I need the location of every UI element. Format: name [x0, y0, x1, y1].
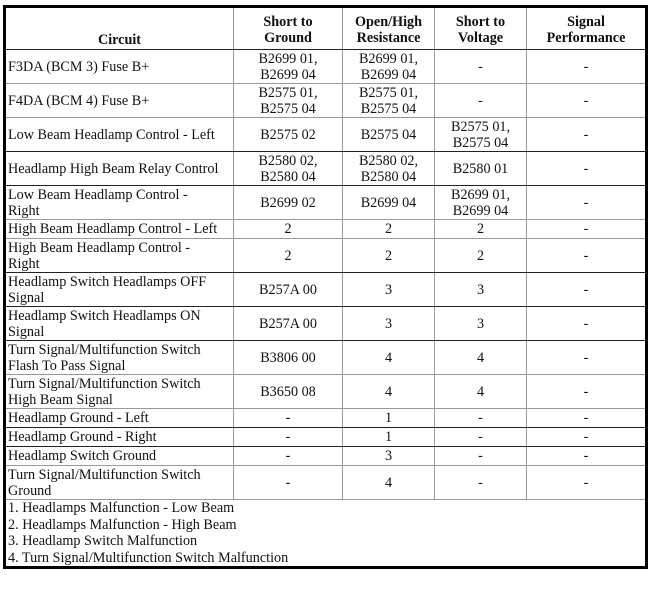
cell-text: 3: [476, 315, 485, 332]
circuit-cell: [5, 273, 234, 307]
cell-text: -: [285, 429, 291, 445]
footnote-2: 2. Headlamps Malfunction - High Beam: [8, 516, 237, 533]
short-to-ground-cell: [234, 375, 343, 409]
header-signal-performance: Signal Performance: [527, 7, 647, 50]
cell-text: 4: [384, 474, 393, 491]
cell-text: Ground: [8, 482, 52, 499]
open-high-resistance-cell: [343, 50, 435, 84]
table-row: [5, 409, 647, 428]
circuit-cell: [5, 220, 234, 239]
short-to-ground-cell: [234, 273, 343, 307]
table-body: [5, 50, 647, 500]
circuit-cell: [5, 341, 234, 375]
cell-text: B2699 04: [260, 66, 316, 83]
circuit-cell: [5, 409, 234, 428]
cell-text: B2580 02,: [358, 152, 419, 169]
cell-text: -: [583, 58, 589, 75]
short-to-ground-cell: [234, 307, 343, 341]
cell-text: -: [285, 448, 291, 464]
footnote-row: [5, 500, 647, 568]
table-row: [5, 466, 647, 500]
cell-text: -: [478, 429, 483, 445]
circuit-cell: [5, 447, 234, 466]
cell-text: -: [583, 383, 589, 400]
cell-text: 3: [384, 315, 393, 332]
short-to-ground-cell: [234, 84, 343, 118]
cell-text: -: [478, 410, 483, 426]
signal-performance-cell: [527, 466, 647, 500]
table-row: [5, 118, 647, 152]
short-to-voltage-cell: [435, 239, 527, 273]
cell-text: High Beam Headlamp Control - Left: [8, 221, 218, 237]
circuit-cell: [5, 186, 234, 220]
cell-text: Flash To Pass Signal: [8, 357, 126, 374]
short-to-voltage-cell: [435, 50, 527, 84]
cell-text: -: [583, 429, 589, 445]
cell-text: B2575 02: [260, 126, 316, 143]
cell-text: -: [583, 315, 589, 332]
signal-performance-cell: [527, 447, 647, 466]
cell-text: B2575 04: [452, 134, 509, 151]
cell-text: B257A 00: [259, 315, 317, 332]
header-circuit: Circuit: [5, 7, 234, 50]
short-to-ground-cell: [234, 341, 343, 375]
cell-text: 4: [384, 349, 393, 366]
short-to-voltage-cell: [435, 341, 527, 375]
cell-text: B3650 08: [260, 383, 316, 400]
cell-text: B2699 04: [360, 66, 417, 83]
open-high-resistance-cell: [343, 428, 435, 447]
cell-text: -: [478, 448, 483, 464]
cell-text: Signal: [8, 323, 45, 340]
cell-text: B2699 04: [360, 194, 417, 211]
cell-text: B2580 04: [360, 168, 417, 185]
cell-text: -: [478, 474, 483, 491]
table-row: [5, 186, 647, 220]
footnotes: [5, 500, 647, 568]
table-row: [5, 220, 647, 239]
header-short-to-voltage: Short to Voltage: [435, 7, 527, 50]
cell-text: Low Beam Headlamp Control - Left: [8, 126, 215, 143]
cell-text: B2699 01,: [358, 50, 419, 67]
cell-text: B2699 04: [452, 202, 509, 219]
cell-text: 2: [476, 221, 485, 237]
open-high-resistance-cell: [343, 375, 435, 409]
short-to-voltage-cell: [435, 118, 527, 152]
cell-text: -: [285, 474, 291, 491]
circuit-cell: [5, 152, 234, 186]
signal-performance-cell: [527, 118, 647, 152]
cell-text: -: [583, 247, 589, 264]
short-to-ground-cell: [234, 152, 343, 186]
cell-text: -: [583, 474, 589, 491]
cell-text: B2575 01,: [450, 118, 511, 135]
footnote-1: 1. Headlamps Malfunction - Low Beam: [8, 500, 235, 516]
cell-text: F3DA (BCM 3) Fuse B+: [8, 58, 150, 75]
short-to-ground-cell: [234, 239, 343, 273]
cell-text: Signal: [8, 289, 45, 306]
open-high-resistance-cell: [343, 409, 435, 428]
header-open-high-resistance: Open/High Resistance: [343, 7, 435, 50]
open-high-resistance-cell: [343, 152, 435, 186]
circuit-table-container: [3, 5, 645, 569]
cell-text: B2699 01,: [450, 186, 511, 203]
signal-performance-cell: [527, 152, 647, 186]
open-high-resistance-cell: [343, 186, 435, 220]
cell-text: F4DA (BCM 4) Fuse B+: [8, 92, 150, 109]
circuit-cell: [5, 118, 234, 152]
signal-performance-cell: [527, 428, 647, 447]
short-to-voltage-cell: [435, 375, 527, 409]
short-to-voltage-cell: [435, 409, 527, 428]
cell-text: 2: [284, 247, 292, 264]
short-to-ground-cell: [234, 118, 343, 152]
table-row: [5, 341, 647, 375]
cell-text: B2580 02,: [258, 152, 318, 169]
cell-text: High Beam Signal: [8, 391, 113, 408]
short-to-ground-cell: [234, 186, 343, 220]
signal-performance-cell: [527, 341, 647, 375]
short-to-ground-cell: [234, 220, 343, 239]
open-high-resistance-cell: [343, 341, 435, 375]
cell-text: Turn Signal/Multifunction Switch: [8, 375, 201, 392]
cell-text: B257A 00: [259, 281, 317, 298]
cell-text: 2: [284, 221, 292, 237]
short-to-ground-cell: [234, 428, 343, 447]
cell-text: -: [583, 160, 589, 177]
cell-text: Headlamp Switch Headlamps ON: [8, 307, 201, 324]
table-row: [5, 50, 647, 84]
table-row: [5, 273, 647, 307]
open-high-resistance-cell: [343, 118, 435, 152]
signal-performance-cell: [527, 307, 647, 341]
cell-text: 4: [476, 349, 485, 366]
short-to-ground-cell: [234, 409, 343, 428]
signal-performance-cell: [527, 220, 647, 239]
cell-text: 3: [384, 448, 393, 464]
cell-text: -: [583, 126, 589, 143]
cell-text: -: [285, 410, 291, 426]
short-to-voltage-cell: [435, 84, 527, 118]
signal-performance-cell: [527, 409, 647, 428]
open-high-resistance-cell: [343, 307, 435, 341]
header-short-to-ground: Short to Ground: [234, 7, 343, 50]
cell-text: Headlamp Ground - Right: [8, 429, 157, 445]
short-to-ground-cell: [234, 447, 343, 466]
cell-text: High Beam Headlamp Control -: [8, 239, 191, 256]
cell-text: -: [478, 58, 483, 75]
short-to-voltage-cell: [435, 152, 527, 186]
cell-text: Headlamp Switch Headlamps OFF: [8, 273, 207, 290]
circuit-cell: [5, 375, 234, 409]
table-row: [5, 428, 647, 447]
signal-performance-cell: [527, 239, 647, 273]
cell-text: B2580 01: [452, 160, 509, 177]
signal-performance-cell: [527, 375, 647, 409]
cell-text: Right: [8, 202, 40, 219]
short-to-voltage-cell: [435, 466, 527, 500]
cell-text: B2575 04: [260, 100, 316, 117]
circuit-diagnostic-table: [3, 5, 648, 569]
open-high-resistance-cell: [343, 84, 435, 118]
cell-text: 3: [384, 281, 393, 298]
open-high-resistance-cell: [343, 220, 435, 239]
cell-text: -: [478, 92, 483, 109]
open-high-resistance-cell: [343, 466, 435, 500]
cell-text: -: [583, 194, 589, 211]
cell-text: -: [583, 221, 589, 237]
cell-text: Headlamp Ground - Left: [8, 410, 149, 426]
table-row: [5, 239, 647, 273]
circuit-cell: [5, 428, 234, 447]
cell-text: 1: [384, 429, 393, 445]
cell-text: B2575 04: [360, 126, 417, 143]
cell-text: 1: [384, 410, 393, 426]
cell-text: 2: [384, 247, 393, 264]
cell-text: -: [583, 349, 589, 366]
cell-text: -: [583, 410, 589, 426]
signal-performance-cell: [527, 186, 647, 220]
cell-text: B2699 02: [260, 194, 316, 211]
cell-text: Turn Signal/Multifunction Switch: [8, 341, 201, 358]
footnote-4: 4. Turn Signal/Multifunction Switch Malfunction: [8, 549, 289, 566]
table-header-row: [5, 7, 647, 50]
cell-text: B2575 01,: [258, 84, 318, 101]
cell-text: 2: [384, 221, 393, 237]
short-to-voltage-cell: [435, 273, 527, 307]
short-to-voltage-cell: [435, 447, 527, 466]
short-to-voltage-cell: [435, 220, 527, 239]
table-row: [5, 84, 647, 118]
cell-text: -: [583, 92, 589, 109]
cell-text: B2580 04: [260, 168, 316, 185]
table-row: [5, 152, 647, 186]
cell-text: -: [583, 281, 589, 298]
cell-text: B3806 00: [260, 349, 316, 366]
footnote-3: 3. Headlamp Switch Malfunction: [8, 533, 198, 549]
table-row: [5, 375, 647, 409]
short-to-ground-cell: [234, 466, 343, 500]
cell-text: B2699 01,: [258, 50, 318, 67]
circuit-cell: [5, 84, 234, 118]
short-to-voltage-cell: [435, 428, 527, 447]
short-to-ground-cell: [234, 50, 343, 84]
cell-text: B2575 01,: [358, 84, 419, 101]
cell-text: 3: [476, 281, 485, 298]
cell-text: Turn Signal/Multifunction Switch: [8, 466, 201, 483]
cell-text: 4: [476, 383, 485, 400]
table-row: [5, 307, 647, 341]
cell-text: Low Beam Headlamp Control -: [8, 186, 188, 203]
circuit-cell: [5, 50, 234, 84]
cell-text: Right: [8, 255, 40, 272]
cell-text: 2: [476, 247, 485, 264]
signal-performance-cell: [527, 50, 647, 84]
open-high-resistance-cell: [343, 239, 435, 273]
open-high-resistance-cell: [343, 273, 435, 307]
cell-text: 4: [384, 383, 393, 400]
table-row: [5, 447, 647, 466]
open-high-resistance-cell: [343, 447, 435, 466]
circuit-cell: [5, 239, 234, 273]
circuit-cell: [5, 307, 234, 341]
cell-text: -: [583, 448, 589, 464]
signal-performance-cell: [527, 84, 647, 118]
circuit-cell: [5, 466, 234, 500]
cell-text: Headlamp High Beam Relay Control: [8, 160, 219, 177]
cell-text: B2575 04: [360, 100, 417, 117]
short-to-voltage-cell: [435, 307, 527, 341]
short-to-voltage-cell: [435, 186, 527, 220]
cell-text: Headlamp Switch Ground: [8, 448, 157, 464]
signal-performance-cell: [527, 273, 647, 307]
